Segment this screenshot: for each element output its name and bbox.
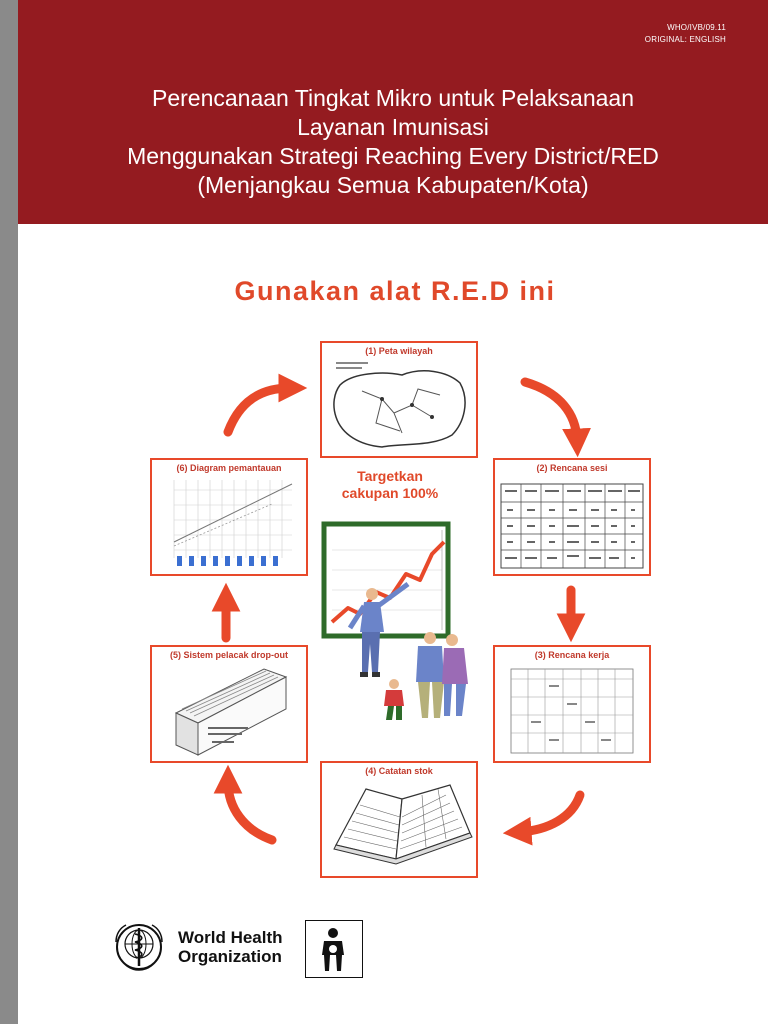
title-line-2: Layanan Imunisasi <box>297 114 489 140</box>
title-line-4: (Menjangkau Semua Kabupaten/Kota) <box>197 172 589 198</box>
center-target-line-2: cakupan 100% <box>341 485 439 501</box>
arrow-4-to-5 <box>228 782 272 840</box>
family-figures <box>384 632 468 720</box>
step-1-area-map <box>320 341 478 458</box>
session-plan-table-illustration <box>495 460 649 574</box>
area-map-illustration <box>322 343 476 456</box>
arrow-1-to-2 <box>525 382 577 440</box>
step-3-work-plan <box>493 645 651 763</box>
document-number: WHO/IVB/09.11 <box>667 23 726 32</box>
coverage-board <box>324 524 448 636</box>
title-line-3: Menggunakan Strategi Reaching Every District/RED <box>127 143 659 169</box>
center-illustration <box>320 520 480 730</box>
step-6-label: (6) Diagram pemantauan <box>176 463 282 473</box>
who-wordmark <box>178 928 283 966</box>
step-5-dropout-tracking <box>150 645 308 763</box>
who-line-1: World Health <box>178 928 283 947</box>
center-target-text <box>310 468 470 502</box>
monitoring-chart-illustration <box>152 460 306 574</box>
partner-logo <box>305 920 363 978</box>
card-box-illustration <box>152 647 306 761</box>
step-6-monitoring-chart <box>150 458 308 576</box>
title-line-1: Perencanaan Tingkat Mikro untuk Pelaksanaan <box>151 85 635 111</box>
step-2-label: (2) Rencana sesi <box>536 463 608 473</box>
red-tool-heading: Gunakan alat R.E.D ini <box>234 276 556 306</box>
step-3-label: (3) Rencana kerja <box>534 650 610 660</box>
mother-child-icon <box>306 921 361 976</box>
arrow-6-to-1 <box>228 388 290 432</box>
step-1-label: (1) Peta wilayah <box>365 346 433 356</box>
who-emblem-icon <box>108 920 170 974</box>
step-4-stock-record <box>320 761 478 878</box>
step-4-label: (4) Catatan stok <box>365 766 433 776</box>
step-2-session-plan <box>493 458 651 576</box>
step-5-label: (5) Sistem pelacak drop-out <box>169 650 289 660</box>
work-plan-calendar-illustration <box>495 647 649 761</box>
center-target-line-1: Targetkan <box>357 468 423 484</box>
who-line-2: Organization <box>178 947 282 966</box>
original-language: ORIGINAL: ENGLISH <box>644 35 726 44</box>
arrow-3-to-4 <box>520 795 580 832</box>
stock-ledger-illustration <box>322 763 476 876</box>
